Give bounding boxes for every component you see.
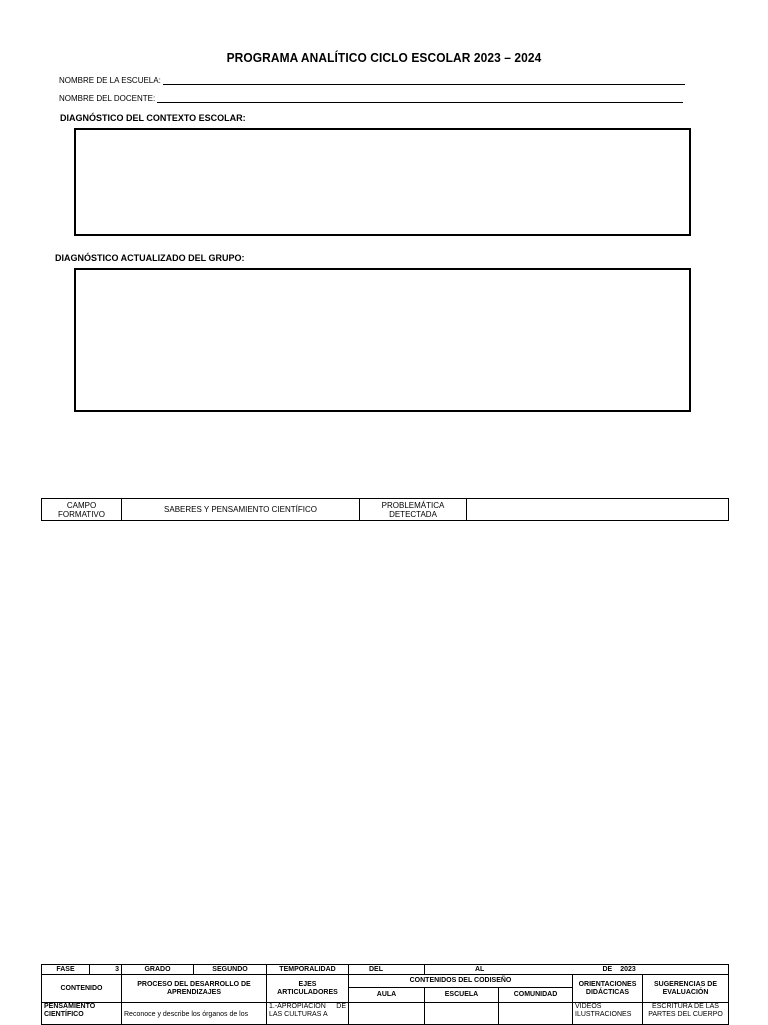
row1-orientaciones: VIDEOS ILUSTRACIONES: [573, 1003, 643, 1025]
row1-ejes: 1.-APROPIACION DE LAS CULTURAS A: [267, 1003, 349, 1025]
year-value: 2023: [620, 965, 636, 973]
contexto-label: DIAGNÓSTICO DEL CONTEXTO ESCOLAR:: [60, 113, 246, 123]
grado-label: GRADO: [122, 965, 194, 975]
campo-formativo-table: [41, 498, 729, 521]
row1-comunidad[interactable]: [499, 1003, 573, 1025]
proceso-header: PROCESO DEL DESARROLLO DE APRENDIZAJES: [122, 975, 267, 1003]
campo-label: CAMPO FORMATIVO: [42, 499, 122, 521]
codiseno-header: CONTENIDOS DEL CODISEÑO: [349, 975, 573, 988]
docente-input-line[interactable]: [157, 101, 683, 103]
grado-value: SEGUNDO: [194, 965, 267, 975]
fase-label: FASE: [42, 965, 90, 975]
row1-sugerencias: ESCRITURA DE LAS PARTES DEL CUERPO: [643, 1003, 729, 1025]
row1-escuela[interactable]: [425, 1003, 499, 1025]
docente-field[interactable]: [59, 94, 683, 103]
comunidad-header: COMUNIDAD: [499, 988, 573, 1003]
grupo-label: DIAGNÓSTICO ACTUALIZADO DEL GRUPO:: [55, 253, 245, 263]
escuela-label: NOMBRE DE LA ESCUELA:: [59, 76, 161, 85]
contenido-header: CONTENIDO: [42, 975, 122, 1003]
contexto-box[interactable]: [74, 128, 691, 236]
docente-label: NOMBRE DEL DOCENTE:: [59, 94, 156, 103]
escuela-field[interactable]: [59, 76, 685, 85]
row1-aula[interactable]: [349, 1003, 425, 1025]
campo-value: SABERES Y PENSAMIENTO CIENTÍFICO: [122, 499, 360, 521]
temporalidad-label: TEMPORALIDAD: [267, 965, 349, 975]
row1-contenido: PENSAMIENTO CIENTÍFICO: [42, 1003, 122, 1025]
page-title: PROGRAMA ANALÍTICO CICLO ESCOLAR 2023 – 2024: [226, 50, 542, 65]
problematica-value[interactable]: [467, 499, 729, 521]
del-label: DEL: [349, 965, 425, 975]
ejes-header: EJES ARTICULADORES: [267, 975, 349, 1003]
de-label: DE: [602, 965, 613, 973]
problematica-label: PROBLEMÁTICA DETECTADA: [360, 499, 467, 521]
al-label: AL: [425, 965, 573, 975]
orientaciones-header: ORIENTACIONES DIDÁCTICAS: [573, 975, 643, 1003]
sugerencias-header: SUGERENCIAS DE EVALUACIÓN: [643, 975, 729, 1003]
row1-proceso: Reconoce y describe los órganos de los: [122, 1003, 267, 1025]
planning-table: [41, 964, 729, 1025]
grupo-box[interactable]: [74, 268, 691, 412]
escuela-header: ESCUELA: [425, 988, 499, 1003]
aula-header: AULA: [349, 988, 425, 1003]
escuela-input-line[interactable]: [163, 83, 685, 85]
fase-value: 3: [90, 965, 122, 975]
